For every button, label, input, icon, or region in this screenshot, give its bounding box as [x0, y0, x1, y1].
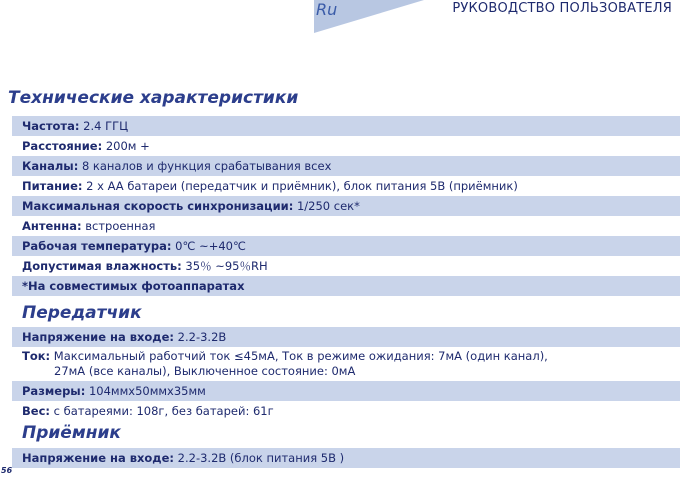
spec-row-channels [12, 156, 680, 176]
header-title: РУКОВОДСТВО ПОЛЬЗОВАТЕЛЯ [452, 1, 672, 16]
spec-row-frequency [12, 116, 680, 136]
spec-value: с батареями: 108г, без батарей: 61г [49, 404, 274, 418]
spec-label: Питание: [22, 179, 83, 193]
transmitter-row-weight [12, 401, 680, 421]
spec-row-temperature [12, 236, 680, 256]
spec-label: Максимальная скорость синхронизации: [22, 199, 294, 213]
spec-value: 0℃ ~+40℃ [171, 239, 246, 253]
spec-value: 35％ ~95％RH [181, 259, 268, 273]
spec-label: Антенна: [22, 219, 82, 233]
receiver-row-input-voltage [12, 448, 680, 468]
spec-label: Ток: [22, 349, 51, 363]
spec-row-humidity [12, 256, 680, 276]
spec-label: Размеры: [22, 384, 86, 398]
spec-label: Каналы: [22, 159, 79, 173]
spec-value: встроенная [81, 219, 156, 233]
spec-value: 8 каналов и функция срабатывания всех [78, 159, 332, 173]
spec-value: 2.2-3.2В (блок питания 5В ) [174, 451, 345, 465]
spec-row-antenna [12, 216, 680, 236]
page-number: 56 [1, 466, 13, 475]
spec-label: *На совместимых фотоаппаратах [22, 279, 245, 293]
spec-label: Напряжение на входе: [22, 330, 174, 344]
spec-label: Допустимая влажность: [22, 259, 182, 273]
spec-row-range [12, 136, 680, 156]
spec-label: Вес: [22, 404, 50, 418]
language-label: Ru [316, 0, 338, 19]
spec-label: Частота: [22, 119, 80, 133]
spec-value: 200м + [102, 139, 150, 153]
spec-value: 2 x AA батареи (передатчик и приёмник), блок питания 5В (приёмник) [82, 179, 518, 193]
transmitter-row-input-voltage [12, 327, 680, 347]
spec-row-footnote [12, 276, 680, 296]
spec-value: Максимальный работчий ток ≤45мА, Ток в режиме ожидания: 7мА (один канал), [50, 349, 548, 363]
spec-label: Напряжение на входе: [22, 451, 174, 465]
transmitter-row-current [12, 347, 680, 381]
spec-value: 2.2-3.2В [174, 330, 227, 344]
spec-value: 104ммx50ммx35мм [85, 384, 206, 398]
spec-value: 2.4 ГГЦ [79, 119, 129, 133]
spec-row-sync-speed [12, 196, 680, 216]
spec-value: 1/250 сек* [293, 199, 360, 213]
receiver-title: Приёмник [22, 423, 121, 443]
spec-label: Рабочая температура: [22, 239, 172, 253]
spec-value-continued: 27мА (все каналы), Выключенное состояние: 0мА [54, 364, 356, 378]
spec-row-power [12, 176, 680, 196]
transmitter-title: Передатчик [22, 303, 142, 323]
specs-title: Технические характеристики [8, 88, 299, 108]
transmitter-row-dimensions [12, 381, 680, 401]
spec-label: Расстояние: [22, 139, 103, 153]
